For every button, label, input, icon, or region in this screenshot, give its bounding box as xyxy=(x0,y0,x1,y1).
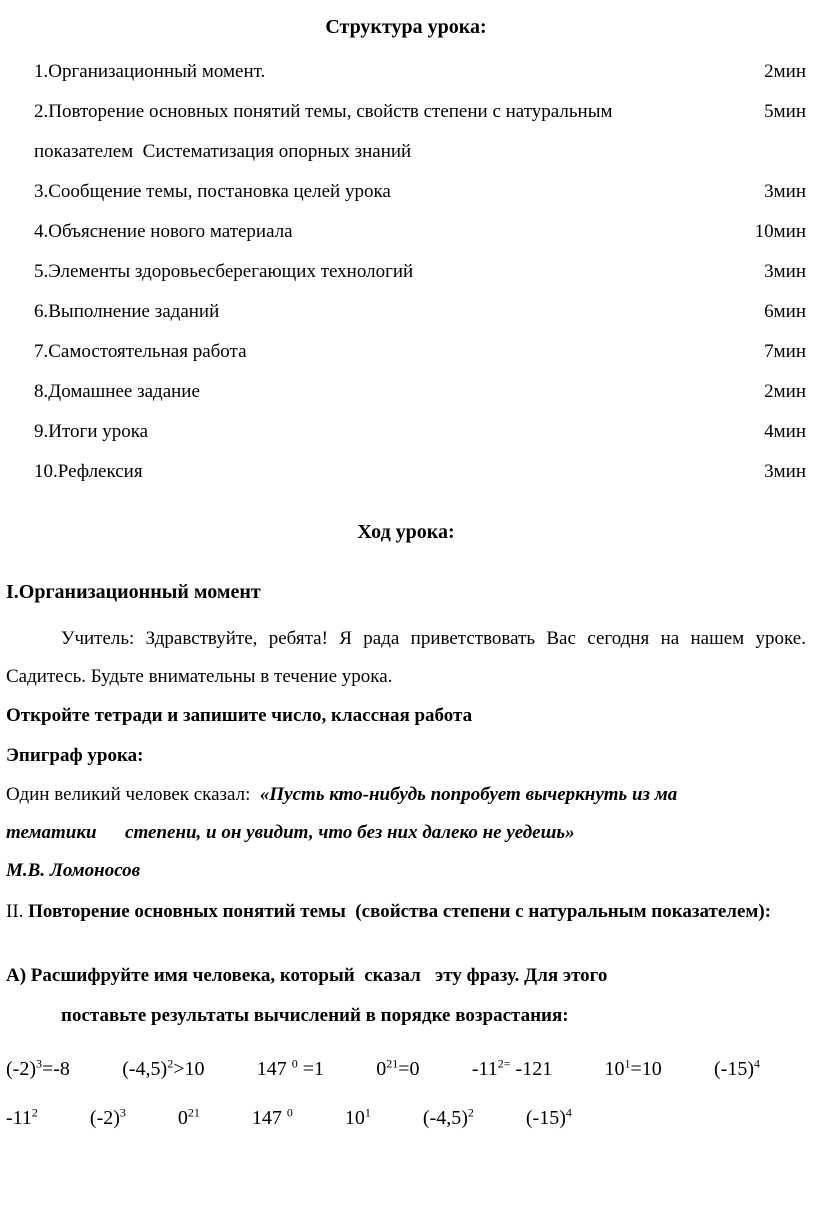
math-exponent: 4 xyxy=(565,1105,572,1120)
task-a-line1: А) Расшифруйте имя человека, который сказал эту фразу. Для этого xyxy=(6,965,608,986)
schedule-row xyxy=(6,172,806,212)
schedule-row xyxy=(6,212,806,252)
task-a-line2: поставьте результаты вычислений в порядке возрастания: xyxy=(61,1005,569,1026)
epigraph-lead: Один великий человек сказал: xyxy=(6,784,260,805)
schedule-item-text: 7.Самостоятельная работа xyxy=(34,341,247,362)
math-base: (-2) xyxy=(89,1107,120,1129)
epigraph-quote-part1: «Пусть кто-нибудь попробует вычеркнуть из ма xyxy=(259,784,678,805)
math-expression xyxy=(472,1058,552,1081)
teacher-paragraph: Учитель: Здравствуйте, ребята! Я рада приветствовать Вас сегодня на нашем уроке. Садитесь. Будьте внимательны в течение урока. xyxy=(6,628,806,687)
math-base: 0 xyxy=(376,1058,387,1080)
math-exponent: 2 xyxy=(167,1056,174,1071)
epigraph-author: М.В. Ломоносов xyxy=(6,860,141,881)
epigraph-heading: Эпиграф урока: xyxy=(6,745,144,766)
math-expression xyxy=(90,1107,126,1130)
math-expression xyxy=(526,1107,572,1130)
schedule-row xyxy=(6,332,806,372)
schedule-item-time: 3мин xyxy=(764,461,806,482)
schedule-row xyxy=(6,452,806,492)
math-row-results xyxy=(6,1058,806,1081)
epigraph-line-1 xyxy=(6,776,806,814)
math-exponent: 21 xyxy=(386,1056,399,1071)
schedule-item-time: 2мин xyxy=(764,61,806,82)
schedule-row xyxy=(6,372,806,412)
notebook-instruction: Откройте тетради и запишите число, классная работа xyxy=(6,705,473,726)
schedule-row xyxy=(6,412,806,452)
schedule-item-text: 9.Итоги урока xyxy=(34,421,149,442)
math-base: -11 xyxy=(471,1058,498,1080)
schedule-continuation: показателем Систематизация опорных знаний xyxy=(34,141,412,162)
math-base: 10 xyxy=(344,1107,365,1129)
math-exponent: 2= xyxy=(497,1056,511,1071)
math-exponent: 4 xyxy=(754,1056,760,1071)
math-expression xyxy=(6,1107,38,1130)
hod-uroka-title: Ход урока: xyxy=(357,521,455,543)
math-result: -121 xyxy=(510,1058,553,1080)
math-base: (-15) xyxy=(525,1107,566,1129)
schedule-row xyxy=(6,252,806,292)
schedule-item-text: 4.Объяснение нового материала xyxy=(34,221,293,242)
schedule-item-time: 6мин xyxy=(764,301,806,322)
math-expression xyxy=(252,1107,293,1130)
math-exponent: 21 xyxy=(187,1105,200,1120)
schedule-item-time: 4мин xyxy=(764,421,806,442)
section2-text: Повторение основных понятий темы (свойства степени с натуральным показателем): xyxy=(28,901,771,922)
schedule-item-text: 1.Организационный момент. xyxy=(34,61,266,82)
math-row-expressions xyxy=(6,1107,806,1130)
schedule-item-text: 6.Выполнение заданий xyxy=(34,301,220,322)
math-result: =-8 xyxy=(41,1058,70,1080)
math-expression xyxy=(178,1107,200,1130)
math-expression xyxy=(604,1058,661,1081)
schedule-row xyxy=(6,292,806,332)
math-expression xyxy=(122,1058,204,1081)
math-exponent: 1 xyxy=(624,1056,631,1071)
schedule-item-time: 3мин xyxy=(764,261,806,282)
section2-heading xyxy=(6,892,806,932)
schedule-item-text: 8.Домашнее задание xyxy=(34,381,200,402)
math-base: -11 xyxy=(6,1107,32,1129)
math-base: 147 xyxy=(251,1107,287,1129)
schedule-item-time: 2мин xyxy=(764,381,806,402)
math-exponent: 2 xyxy=(467,1105,474,1120)
schedule-item-time: 5мин xyxy=(764,101,806,122)
math-expression xyxy=(376,1058,419,1081)
task-a xyxy=(6,956,806,1036)
math-exponent: 3 xyxy=(35,1056,42,1071)
schedule-item-text: 2.Повторение основных понятий темы, свойств степени с натуральным xyxy=(34,101,613,122)
math-base: 10 xyxy=(604,1058,625,1080)
schedule-item-time: 3мин xyxy=(764,181,806,202)
math-exponent: 1 xyxy=(364,1105,371,1120)
org-moment-heading: I.Организационный момент xyxy=(6,581,261,603)
schedule-row xyxy=(6,52,806,92)
math-base: (-4,5) xyxy=(422,1107,468,1129)
math-result: =1 xyxy=(297,1058,325,1080)
math-exponent: 3 xyxy=(119,1105,126,1120)
math-exponent: 2 xyxy=(31,1105,38,1120)
math-base: (-15) xyxy=(714,1058,754,1080)
schedule-item-text: 5.Элементы здоровьесберегающих технологий xyxy=(34,261,414,282)
epigraph-line-2: тематики степени, и он увидит, что без них далеко не уедешь» xyxy=(6,822,575,843)
math-result: =10 xyxy=(630,1058,662,1080)
lesson-schedule xyxy=(6,52,806,492)
math-base: (-4,5) xyxy=(122,1058,168,1080)
page-title: Структура урока: xyxy=(325,16,487,38)
math-result: =0 xyxy=(398,1058,420,1080)
math-expression xyxy=(423,1107,474,1130)
math-base: 147 xyxy=(256,1058,292,1080)
math-expression xyxy=(257,1058,324,1081)
schedule-row xyxy=(6,92,806,132)
schedule-item-time: 10мин xyxy=(754,221,806,242)
math-exponent: 0 xyxy=(286,1105,293,1120)
math-expression xyxy=(345,1107,371,1130)
section2-prefix: II. xyxy=(6,901,29,922)
schedule-item-time: 7мин xyxy=(764,341,806,362)
math-result: >10 xyxy=(173,1058,205,1080)
schedule-item-text: 10.Рефлексия xyxy=(34,461,143,482)
math-expression xyxy=(714,1058,760,1081)
math-base: (-2) xyxy=(6,1058,36,1080)
math-expression xyxy=(6,1058,70,1081)
schedule-item-text: 3.Сообщение темы, постановка целей урока xyxy=(34,181,391,202)
math-exponent: 0 xyxy=(291,1056,298,1071)
math-base: 0 xyxy=(177,1107,188,1129)
